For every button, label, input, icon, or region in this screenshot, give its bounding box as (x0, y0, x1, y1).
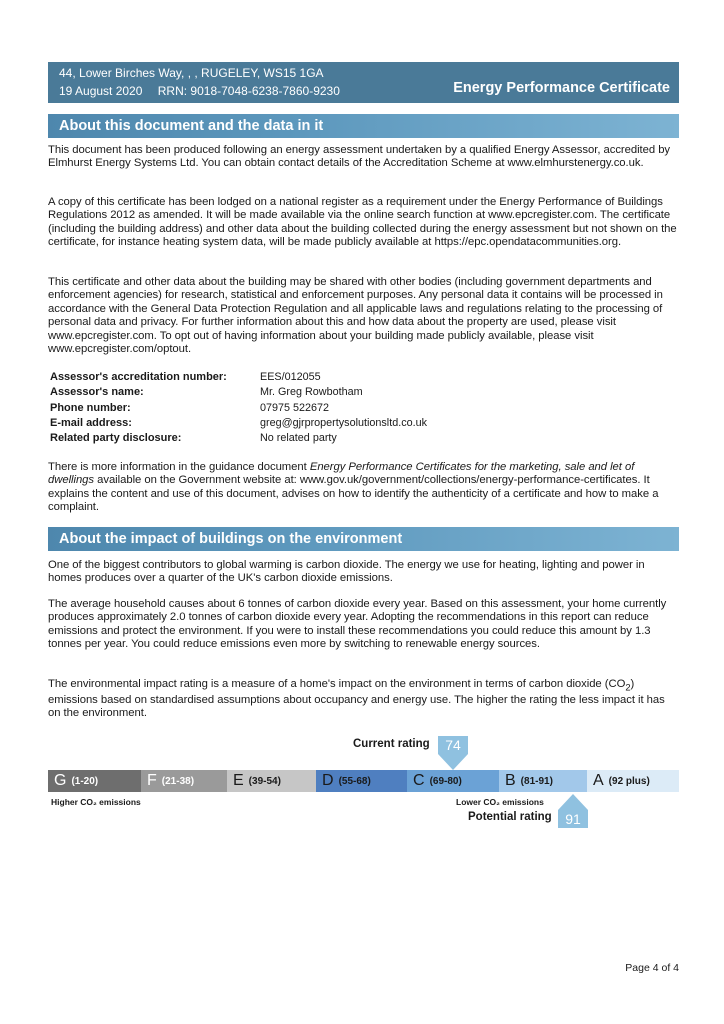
band-e: E (39-54) (227, 770, 316, 792)
higher-emissions-label: Higher CO₂ emissions (51, 797, 141, 807)
potential-rating-pointer (558, 794, 588, 810)
band-d: D (55-68) (316, 770, 407, 792)
certificate-header (48, 62, 679, 103)
current-rating-pointer (438, 754, 468, 770)
current-rating-value: 74 (438, 736, 468, 754)
potential-rating-label: Potential rating (468, 811, 552, 823)
property-address: 44, Lower Birches Way, , , RUGELEY, WS15 1GA (59, 66, 324, 80)
band-c: C (69-80) (407, 770, 499, 792)
current-rating-label: Current rating (353, 738, 430, 750)
paragraph-household-emissions: The average household causes about 6 tonnes of carbon dioxide every year. Based on this assessment, your home currently produces approximately 2.0 tonnes of carbon dioxide every year. Adopting the recommendations in this report can reduce emissions and protect the environment. If you were to install these recommendations you could reduce this amount by 1.3 tonnes per year. You could reduce emissions even more by switching to renewable energy sources. (48, 598, 667, 651)
detail-row-accreditation: Assessor's accreditation number: EES/012055 (50, 371, 321, 383)
detail-row-email: E-mail address: greg@gjrpropertysolutionsltd.co.uk (50, 416, 427, 429)
paragraph-assessment: This document has been produced following an energy assessment undertaken by a qualified Energy Assessor, accredited by Elmhurst Energy Systems Ltd. You can obtain contact details of the Accreditation Scheme at www.elmhurstenergy.co.uk. (48, 144, 671, 170)
paragraph-register: A copy of this certificate has been lodged on a national register as a requirement under the Energy Performance of Buildings Regulations 2012 as amended. It will be made available via the online search function at www.epcregister.com. The certificate (including the building address) and other data about the building collected during the energy assessment but not shown on the certificate, for instance heating system data, will be made publicly available at https://epc.opendatacommunities.org. (48, 196, 677, 249)
section-heading-about-document: About this document and the data in it (48, 114, 679, 138)
paragraph-guidance: There is more information in the guidance document Energy Performance Certificates for the marketing, sale and let of dwellings available on the Government website at: www.gov.uk/government/collections/energy-performance-certificates. It explains the content and use of this document, advises on how to identify the authenticity of a certificate and how to make a complaint. (48, 461, 659, 514)
page-number: Page 4 of 4 (625, 962, 679, 974)
environmental-impact-scale (48, 770, 679, 792)
certificate-title: Energy Performance Certificate (453, 80, 670, 96)
detail-row-related-party: Related party disclosure: No related party (50, 432, 337, 445)
paragraph-data-sharing: This certificate and other data about the building may be shared with other bodies (including government departments and enforcement agencies) for research, statistical and enforcement purposes. Any personal data it contains will be processed in accordance with the General Data Protection Regulation and all applicable laws and regulations relating to the processing of personal data and privacy. For further information about this and how data about the property are used, please visit www.epcregister.com. To opt out of having information about your building made publicly available, please visit www.epcregister.com/optout. (48, 276, 663, 356)
certificate-date: 19 August 2020 (59, 84, 143, 98)
rrn-number: RRN: 9018-7048-6238-7860-9230 (157, 84, 340, 98)
section-heading-environment: About the impact of buildings on the environment (48, 527, 679, 551)
detail-row-phone: Phone number: 07975 522672 (50, 401, 330, 414)
lower-emissions-label: Lower CO₂ emissions (456, 797, 544, 807)
detail-row-assessor-name: Assessor's name: Mr. Greg Rowbotham (50, 386, 363, 399)
paragraph-impact-rating: The environmental impact rating is a measure of a home's impact on the environment in terms of carbon dioxide $(CO_2)$ emissions based on standardised assumptions about occupancy and energy use. The higher the rating the less impact it has on the environment. (48, 678, 665, 720)
band-a: A (92 plus) (587, 770, 679, 792)
potential-rating-value: 91 (558, 810, 588, 828)
band-f: F (21-38) (141, 770, 227, 792)
band-g: G (1-20) (48, 770, 141, 792)
assessor-details (50, 370, 427, 446)
guidance-document-title: Energy Performance Certificates for the marketing, sale and let of dwellings (48, 461, 635, 487)
band-b: B (81-91) (499, 770, 587, 792)
paragraph-carbon: One of the biggest contributors to global warming is carbon dioxide. The energy we use for heating, lighting and power in homes produces over a quarter of the UK's carbon dioxide emissions. (48, 559, 645, 585)
